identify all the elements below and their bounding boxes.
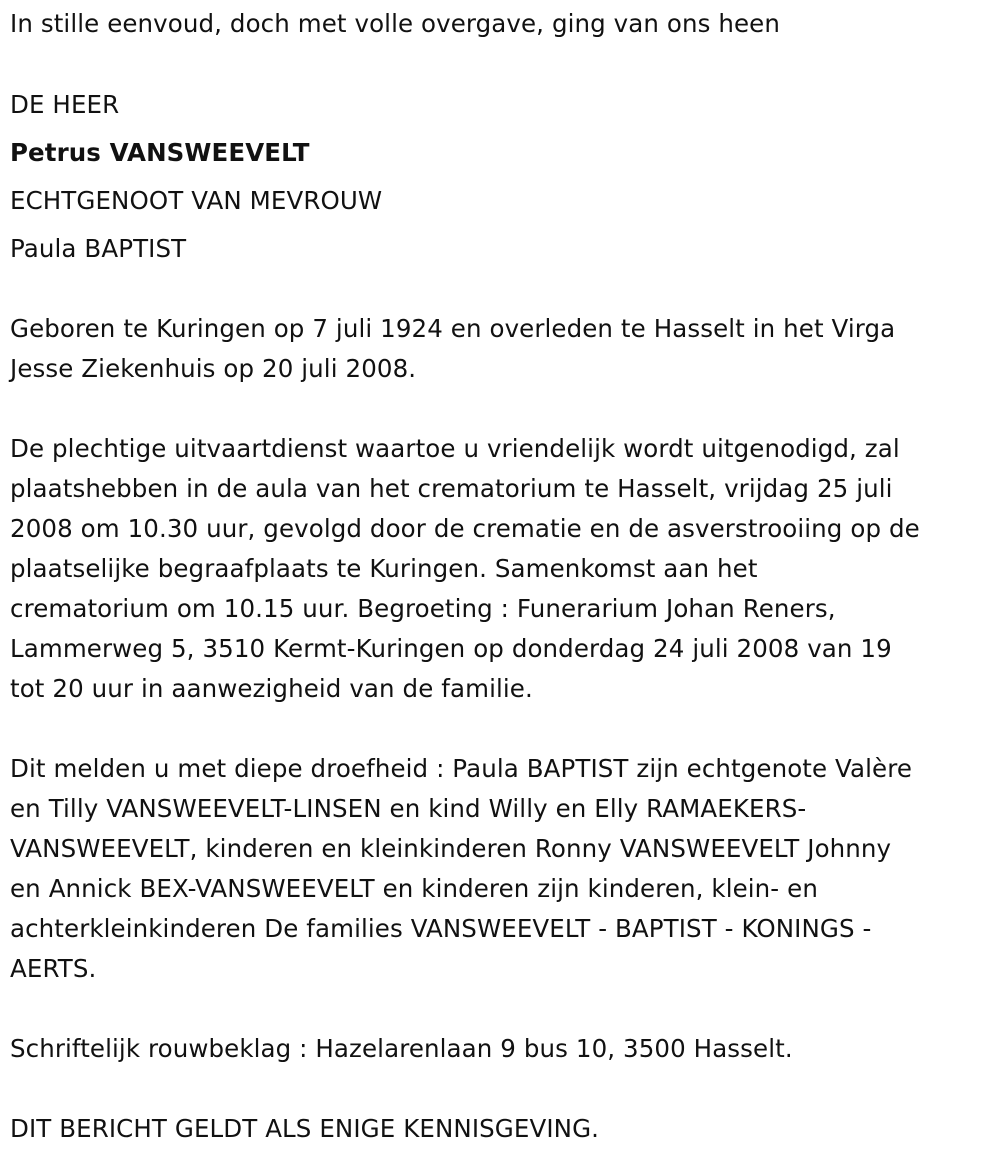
birth-death-paragraph [10, 309, 995, 389]
paragraph-line: 2008 om 10.30 uur, gevolgd door de crematie en de asverstrooiing op de [10, 514, 920, 543]
family-paragraph [10, 749, 995, 989]
paragraph-line: plaatselijke begraafplaats te Kuringen. Samenkomst aan het [10, 554, 758, 583]
service-paragraph [10, 429, 995, 709]
paragraph-line: VANSWEEVELT, kinderen en kleinkinderen Ronny VANSWEEVELT Johnny [10, 834, 892, 863]
closing-statement: DIT BERICHT GELDT ALS ENIGE KENNISGEVING. [10, 1114, 600, 1143]
deceased-name: Petrus VANSWEEVELT [10, 138, 310, 167]
paragraph-line: AERTS. [10, 954, 97, 983]
paragraph-line: Geboren te Kuringen op 7 juli 1924 en overleden te Hasselt in het Virga [10, 314, 896, 343]
paragraph-line: Lammerweg 5, 3510 Kermt-Kuringen op donderdag 24 juli 2008 van 19 [10, 634, 892, 663]
paragraph-line: De plechtige uitvaartdienst waartoe u vriendelijk wordt uitgenodigd, zal [10, 434, 900, 463]
title-label: DE HEER [10, 90, 120, 119]
intro-text: In stille eenvoud, doch met volle overgave, ging van ons heen [10, 9, 780, 38]
paragraph-line: en Annick BEX-VANSWEEVELT en kinderen zijn kinderen, klein- en [10, 874, 818, 903]
spouse-name: Paula BAPTIST [10, 234, 187, 263]
paragraph-line: Jesse Ziekenhuis op 20 juli 2008. [10, 354, 417, 383]
death-notice [10, 4, 995, 1149]
paragraph-line: plaatshebben in de aula van het crematorium te Hasselt, vrijdag 25 juli [10, 474, 893, 503]
relation-label: ECHTGENOOT VAN MEVROUW [10, 186, 383, 215]
paragraph-line: en Tilly VANSWEEVELT-LINSEN en kind Willy en Elly RAMAEKERS- [10, 794, 807, 823]
paragraph-line: Dit melden u met diepe droefheid : Paula BAPTIST zijn echtgenote Valère [10, 754, 913, 783]
condolence-address: Schriftelijk rouwbeklag : Hazelarenlaan 9 bus 10, 3500 Hasselt. [10, 1034, 793, 1063]
paragraph-line: crematorium om 10.15 uur. Begroeting : Funerarium Johan Reners, [10, 594, 836, 623]
paragraph-line: tot 20 uur in aanwezigheid van de familie. [10, 674, 533, 703]
paragraph-line: achterkleinkinderen De families VANSWEEVELT - BAPTIST - KONINGS - [10, 914, 872, 943]
